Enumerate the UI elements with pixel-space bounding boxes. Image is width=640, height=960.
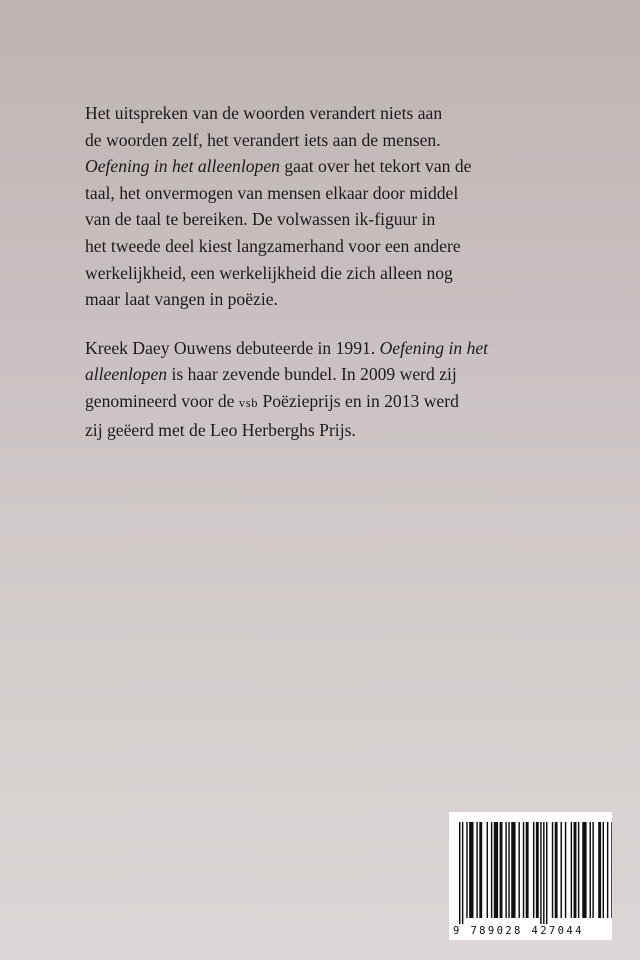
barcode-bar — [491, 822, 492, 918]
barcode-bar — [611, 822, 612, 918]
barcode-bar — [603, 822, 604, 918]
barcode-bar — [466, 822, 467, 918]
barcode-bar — [607, 822, 608, 918]
isbn-barcode — [449, 812, 612, 940]
barcode-bars — [449, 812, 612, 924]
barcode-bar — [511, 822, 515, 918]
bio-line: zij geëerd met de Leo Herberghs Prijs. — [85, 419, 356, 440]
back-cover-text — [85, 100, 565, 465]
barcode-bar — [487, 822, 488, 918]
barcode-bar — [578, 822, 579, 918]
bio-line: alleenlopen is haar zevende bundel. In 2009 werd zij — [85, 364, 457, 385]
barcode-bar — [469, 822, 473, 918]
author-bio-paragraph — [85, 335, 565, 443]
barcode-bar — [505, 822, 506, 918]
barcode-bar — [533, 822, 534, 918]
barcode-bar — [523, 822, 524, 918]
small-caps-abbrev: vsb — [238, 395, 259, 410]
book-title-italic: Oefening in het — [379, 337, 489, 358]
barcode-bar — [565, 822, 566, 918]
barcode-bar — [571, 822, 572, 918]
description-line: de woorden zelf, het verandert iets aan de mensen. — [85, 129, 441, 150]
description-line: Oefening in het alleenlopen gaat over het tekort van de — [85, 156, 472, 177]
barcode-bar — [592, 822, 593, 918]
description-line: werkelijkheid, een werkelijkheid die zich alleen nog — [85, 262, 453, 283]
description-line: taal, het onvermogen van mensen elkaar door middel — [85, 182, 459, 203]
description-line: maar laat vangen in poëzie. — [85, 289, 278, 310]
description-paragraph — [85, 100, 565, 313]
barcode-bar — [494, 822, 498, 918]
barcode-bar — [582, 822, 586, 918]
barcode-bar — [476, 822, 477, 918]
barcode-bar — [561, 822, 562, 918]
barcode-bar — [500, 822, 503, 918]
isbn-digits: 9 789028 427044 — [453, 925, 584, 937]
barcode-bar — [598, 822, 601, 918]
barcode-bar — [552, 822, 553, 918]
description-line: van de taal te bereiken. De volwassen ik-figuur in — [85, 209, 436, 230]
barcode-bar — [462, 822, 463, 924]
barcode-bar — [540, 822, 541, 924]
bio-line: Kreek Daey Ouwens debuteerde in 1991. Oefening in het — [85, 337, 489, 358]
book-title-italic: alleenlopen — [85, 364, 168, 385]
barcode-bar — [590, 822, 591, 918]
barcode-bar — [574, 822, 577, 918]
barcode-bar — [536, 822, 539, 918]
barcode-bar — [555, 822, 558, 918]
barcode-bar — [459, 822, 460, 924]
barcode-bar — [546, 822, 547, 924]
description-line: Het uitspreken van de woorden verandert niets aan — [85, 103, 443, 123]
bio-line: genomineerd voor de vsb Poëzieprijs en in 2013 werd — [85, 390, 459, 411]
barcode-bar — [518, 822, 519, 918]
barcode-bar — [543, 822, 544, 924]
barcode-bar — [508, 822, 509, 918]
barcode-bar — [479, 822, 482, 918]
book-title-italic: Oefening in het alleenlopen — [85, 156, 280, 177]
barcode-bar — [526, 822, 529, 918]
description-line: het tweede deel kiest langzamerhand voor een andere — [85, 235, 461, 256]
